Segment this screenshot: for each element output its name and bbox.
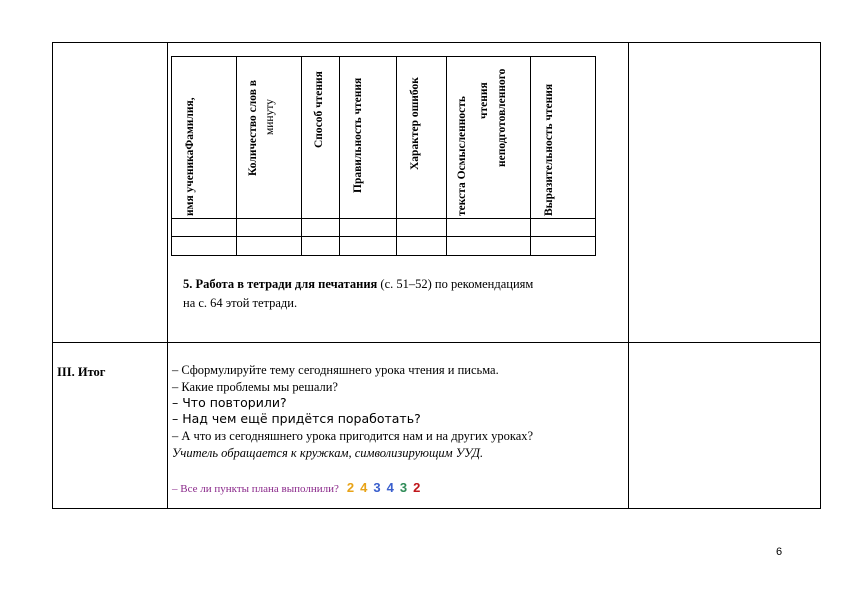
teacher-note: Учитель обращается к кружкам, символизирующим УУД.: [172, 446, 484, 460]
summary-question-3: – Что повторили?: [172, 395, 287, 410]
summary-question-1: – Сформулируйте тему сегодняшнего урока чтения и письма.: [172, 363, 499, 377]
task-5-line-1: [183, 276, 533, 292]
summary-question-4: – Над чем ещё придётся поработать?: [172, 411, 421, 426]
header-words-per-minute-2: минуту: [264, 99, 276, 135]
uud-numbers: [347, 479, 426, 496]
header-reading-method: Способ чтения: [313, 71, 325, 148]
plan-question-row: [172, 479, 426, 497]
summary-question-5: – А что из сегодняшнего урока пригодится нам и на других уроках?: [172, 429, 534, 443]
header-name: имя ученикаФамилия,: [184, 97, 196, 216]
section-label: III. Итог: [57, 365, 106, 379]
header-reading-accuracy: Правильность чтения: [352, 77, 364, 193]
header-expressiveness: Выразительность чтения: [543, 83, 555, 216]
uud-number: 2: [346, 480, 355, 495]
header-words-per-minute: Количество слов в: [247, 80, 259, 176]
task-5-title: 5. Работа в тетради для печатания: [183, 277, 378, 291]
uud-number: 3: [373, 480, 381, 495]
header-comprehension-3: неподготовленного: [496, 68, 508, 168]
task-5-line-2: на с. 64 этой тетради.: [183, 296, 298, 310]
plan-question: – Все ли пункты плана выполнили?: [172, 483, 339, 495]
summary-question-2: – Какие проблемы мы решали?: [172, 380, 338, 394]
header-error-type: Характер ошибок: [409, 77, 421, 170]
header-comprehension: текста Осмысленность: [456, 96, 468, 216]
uud-number: 4: [386, 480, 394, 495]
page-number: 6: [776, 546, 783, 558]
uud-number: 2: [413, 480, 421, 495]
uud-number: 3: [399, 480, 408, 495]
header-comprehension-2: чтения: [478, 82, 490, 119]
uud-number: 4: [360, 480, 368, 495]
task-5-pages: (с. 51–52) по рекомендациям: [377, 277, 534, 291]
